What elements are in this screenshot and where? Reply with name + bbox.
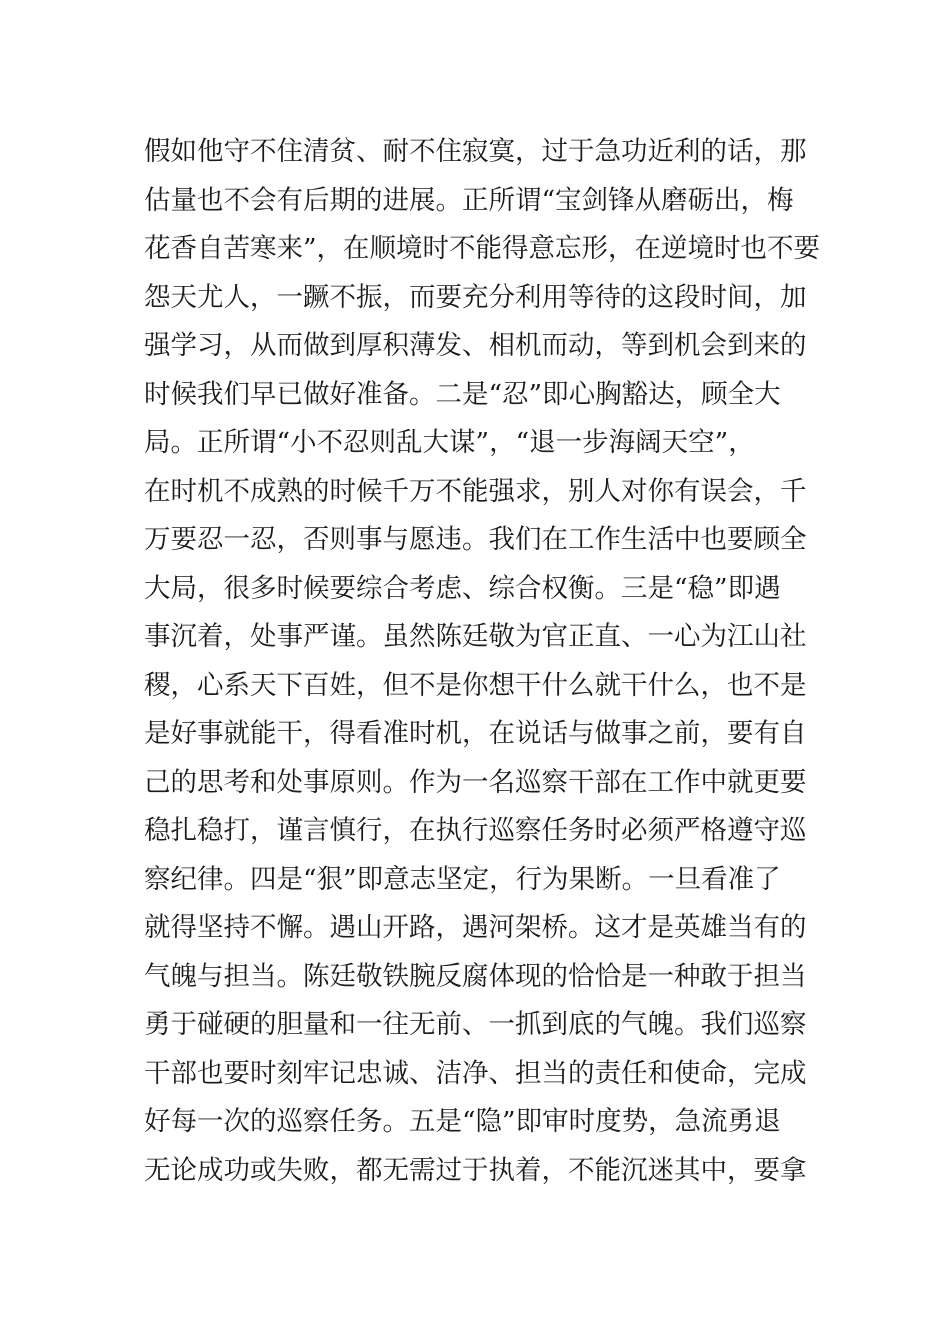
body-text bbox=[144, 128, 821, 1195]
text-line: 无论成功或失败，都无需过于执着，不能沉迷其中，要拿 bbox=[144, 1154, 807, 1186]
text-line: 花香自苦寒来”，在顺境时不能得意忘形，在逆境时也不要 bbox=[144, 233, 821, 264]
text-line: 局。正所谓“小不忍则乱大谋”，“退一步海阔天空”， bbox=[144, 427, 755, 458]
text-line: 是好事就能干，得看准时机，在说话与做事之前，要有自 bbox=[144, 718, 807, 749]
text-line: 稷，心系天下百姓，但不是你想干什么就干什么，也不是 bbox=[144, 669, 807, 701]
text-line: 干部也要时刻牢记忠诚、洁净、担当的责任和使命，完成 bbox=[144, 1057, 807, 1089]
text-line: 在时机不成熟的时候千万不能强求，别人对你有误会，千 bbox=[144, 475, 807, 507]
text-line: 事沉着，处事严谨。虽然陈廷敬为官正直、一心为江山社 bbox=[144, 621, 807, 652]
text-line: 就得坚持不懈。遇山开路，遇河架桥。这才是英雄当有的 bbox=[144, 912, 807, 943]
text-line: 稳扎稳打，谨言慎行，在执行巡察任务时必须严格遵守巡 bbox=[144, 815, 807, 846]
text-line: 强学习，从而做到厚积薄发、相机而动，等到机会到来的 bbox=[144, 330, 807, 361]
text-line: 假如他守不住清贫、耐不住寂寞，过于急功近利的话，那 bbox=[144, 136, 807, 167]
text-line: 万要忍一忍，否则事与愿违。我们在工作生活中也要顾全 bbox=[144, 524, 807, 555]
text-line: 察纪律。四是“狠”即意志坚定，行为果断。一旦看准了 bbox=[144, 863, 781, 895]
text-line: 己的思考和处事原则。作为一名巡察干部在工作中就更要 bbox=[144, 766, 807, 798]
text-line: 怨天尤人，一蹶不振，而要充分利用等待的这段时间，加 bbox=[144, 281, 807, 313]
text-line: 气魄与担当。陈廷敬铁腕反腐体现的恰恰是一种敢于担当 bbox=[144, 960, 807, 992]
text-line: 时候我们早已做好准备。二是“忍”即心胸豁达，顾全大 bbox=[144, 378, 781, 410]
text-line: 估量也不会有后期的进展。正所谓“宝剑锋从磨砺出，梅 bbox=[144, 184, 794, 216]
text-line: 勇于碰硬的胆量和一往无前、一抓到底的气魄。我们巡察 bbox=[144, 1009, 807, 1040]
text-line: 大局，很多时候要综合考虑、综合权衡。三是“稳”即遇 bbox=[144, 572, 781, 604]
text-line: 好每一次的巡察任务。五是“隐”即审时度势，急流勇退 bbox=[144, 1106, 781, 1137]
